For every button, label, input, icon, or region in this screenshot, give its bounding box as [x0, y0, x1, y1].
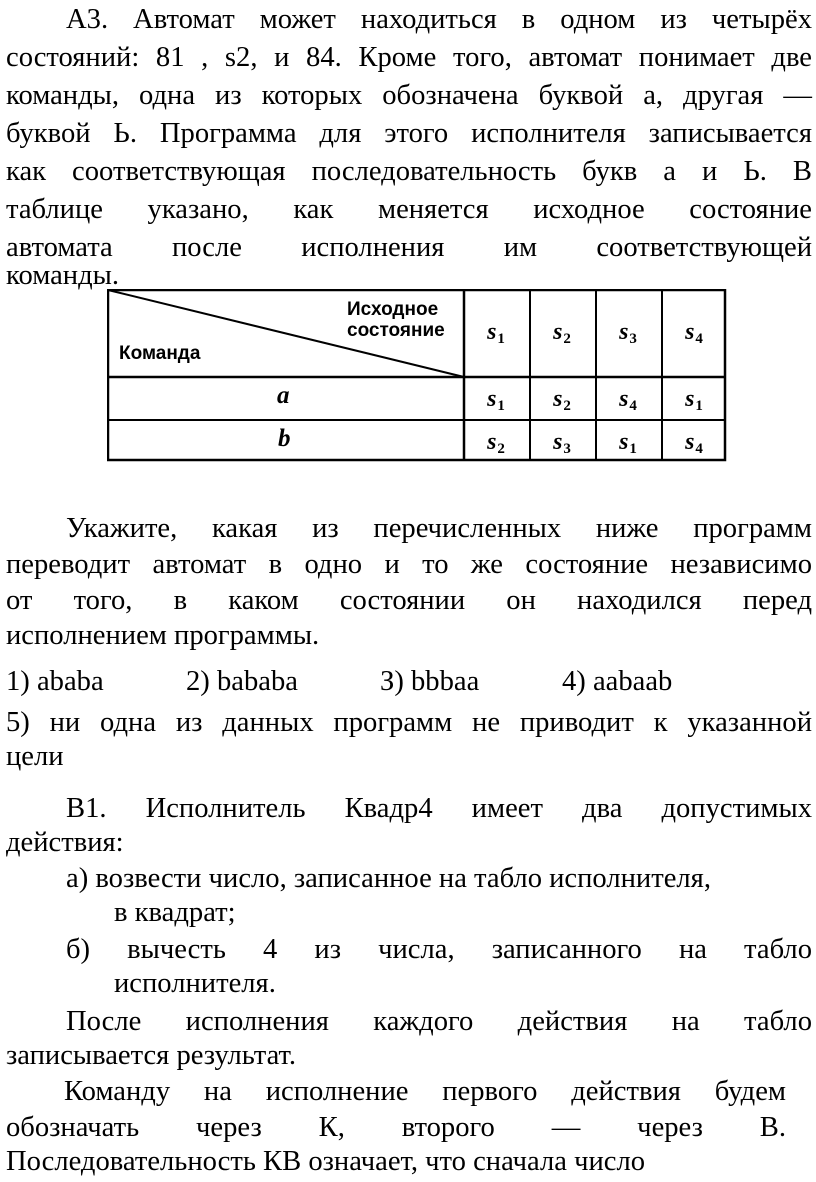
row-a-cell-2: $s_2$: [553, 386, 571, 414]
option-3: З) bbbaa: [380, 666, 480, 697]
b1-after-line-2: записывается результат.: [6, 1040, 297, 1071]
row-b-cell-3: $s_1$: [619, 429, 637, 457]
option-5-line-1: 5) ни одна из данных программ не приводит к указанной: [6, 707, 812, 738]
header-state-2: $s_2$: [553, 319, 571, 347]
b1-action-b-line-2: исполнителя.: [114, 968, 276, 999]
header-state-1: $s_1$: [487, 319, 505, 347]
b1-line-2: действия:: [6, 827, 124, 858]
b1-command-line-1: Команду на исполнение первого действия будем: [64, 1076, 786, 1107]
option-1: 1) ababa: [6, 666, 104, 697]
intro-line-6: таблице указано, как меняется исходное состояние: [6, 194, 812, 225]
b1-action-b-line-1: б) вычесть 4 из числа, записанного на табло: [66, 934, 812, 965]
row-b-cell-1: $s_2$: [487, 429, 505, 457]
row-command-b: b: [278, 425, 291, 452]
intro-line-1: А3. Автомат может находиться в одном из четырёх: [66, 4, 812, 35]
option-2: 2) bababa: [186, 666, 298, 697]
option-4: 4) aabaab: [562, 666, 673, 697]
intro-line-2: состояний: 81 , s2, и 84. Кроме того, автомат понимает две: [6, 42, 812, 73]
row-b-cell-4: $s_4$: [685, 429, 703, 457]
row-command-a: a: [277, 382, 290, 409]
intro-line-8: команды.: [6, 260, 119, 291]
corner-top-label-2: состояние: [347, 320, 445, 341]
intro-line-7: автомата после исполнения им соответствующей: [6, 232, 812, 263]
b1-action-a-line-1: а) возвести число, записанное на табло исполнителя,: [66, 863, 711, 894]
header-state-4: $s_4$: [685, 319, 703, 347]
row-b-cell-2: $s_3$: [553, 429, 571, 457]
question-line-1: Укажите, какая из перечисленных ниже программ: [66, 513, 812, 544]
state-transition-table: [107, 289, 727, 462]
question-line-3: от того, в каком состоянии он находился перед: [6, 585, 812, 616]
options-row: [6, 665, 812, 699]
b1-command-line-3: Последовательность КВ означает, что сначала число: [6, 1146, 646, 1177]
intro-line-4: буквой Ь. Программа для этого исполнителя записывается: [6, 118, 812, 149]
option-5-line-2: цели: [6, 741, 64, 772]
intro-line-3: команды, одна из которых обозначена буквой а, другая —: [6, 80, 812, 111]
b1-after-line-1: После исполнения каждого действия на табло: [66, 1006, 812, 1037]
b1-action-a-line-2: в квадрат;: [114, 897, 236, 928]
row-a-cell-3: $s_4$: [619, 386, 637, 414]
b1-command-line-2: обозначать через К, второго — через В.: [6, 1112, 786, 1143]
intro-line-5: как соответствующая последовательность букв а и Ь. В: [6, 156, 812, 187]
row-a-cell-1: $s_1$: [487, 386, 505, 414]
question-line-4: исполнением программы.: [6, 620, 320, 651]
row-a-cell-4: $s_1$: [685, 386, 703, 414]
corner-bottom-label: Команда: [119, 343, 201, 364]
header-state-3: $s_3$: [619, 319, 637, 347]
corner-top-label-1: Исходное: [347, 299, 439, 320]
question-line-2: переводит автомат в одно и то же состояние независимо: [6, 549, 812, 580]
b1-line-1: В1. Исполнитель Квадр4 имеет два допустимых: [66, 793, 812, 824]
